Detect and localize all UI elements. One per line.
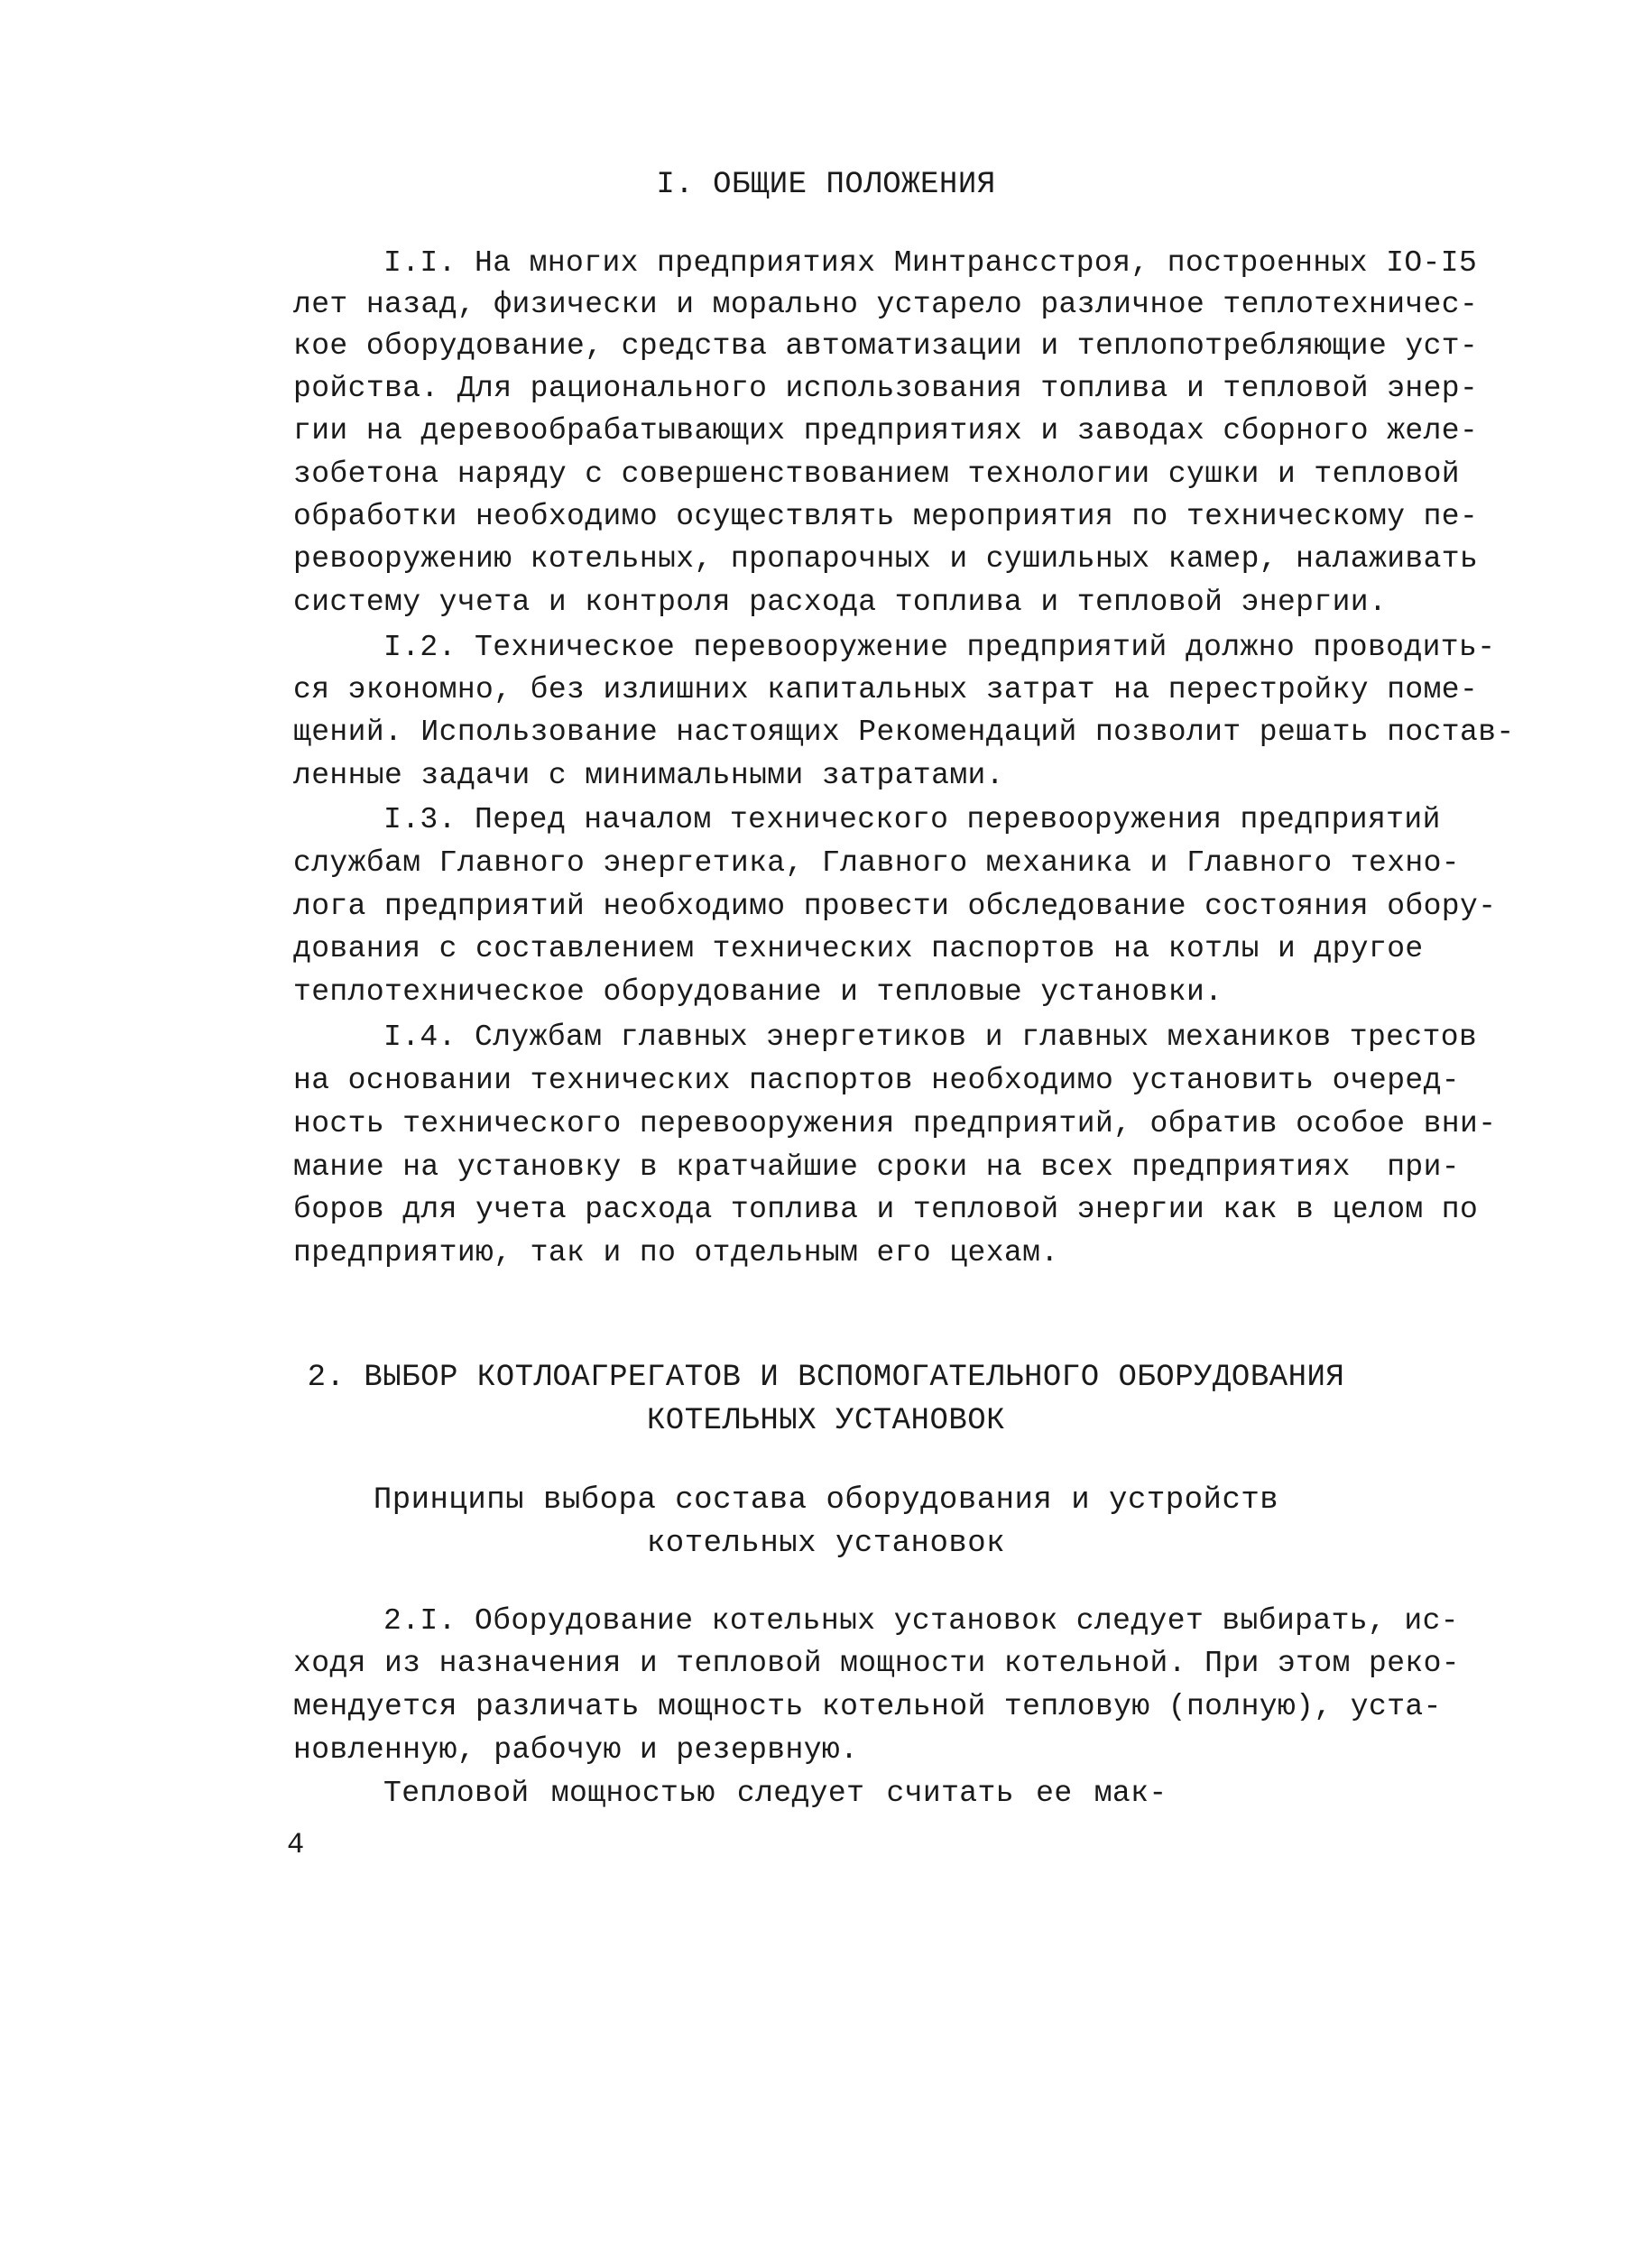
paragraph-line: ность технического перевооружения предприятий, обратив особое вни- xyxy=(293,1107,1497,1140)
paragraph-line: дования с составлением технических паспортов на котлы и другое xyxy=(293,932,1424,965)
section-2-title: 2. ВЫБОР КОТЛОАГРЕГАТОВ И ВСПОМОГАТЕЛЬНОГО ОБОРУДОВАНИЯ xyxy=(307,1361,1345,1395)
paragraph-line: зобетона наряду с совершенствованием технологии сушки и тепловой xyxy=(293,457,1461,491)
paragraph-line: мендуется различать мощность котельной тепловую (полную), уста- xyxy=(293,1690,1442,1723)
paragraph-line: службам Главного энергетика, Главного механика и Главного техно- xyxy=(293,846,1461,880)
paragraph-line: новленную, рабочую и резервную. xyxy=(293,1733,859,1767)
section-1-title: I. ОБЩИЕ ПОЛОЖЕНИЯ xyxy=(656,168,996,202)
section-2-subtitle-continued: котельных установок xyxy=(646,1527,1006,1561)
paragraph-line: ревооружению котельных, пропарочных и сушильных камер, налаживать xyxy=(293,542,1479,576)
paragraph-line: ройства. Для рационального использования топлива и тепловой энер- xyxy=(293,372,1479,405)
page-number: 4 xyxy=(287,1828,305,1861)
paragraph-line: Тепловой мощностью следует считать ее мак- xyxy=(383,1777,1167,1810)
paragraph-line: мание на установку в кратчайшие сроки на всех предприятиях при- xyxy=(293,1150,1461,1184)
paragraph-line: обработки необходимо осуществлять мероприятия по техническому пе- xyxy=(293,500,1479,533)
paragraph-line: предприятию, так и по отдельным его цехам. xyxy=(293,1236,1059,1270)
section-2-title-continued: КОТЕЛЬНЫХ УСТАНОВОК xyxy=(646,1404,1006,1438)
paragraph-line: ленные задачи с минимальными затратами. xyxy=(293,759,1004,792)
paragraph-line: I.I. На многих предприятиях Минтрансстроя, построенных IO-I5 xyxy=(383,246,1478,280)
paragraph-line: I.3. Перед началом технического перевооружения предприятий xyxy=(383,803,1441,836)
paragraph-line: ся экономно, без излишних капитальных затрат на перестройку поме- xyxy=(293,673,1479,706)
paragraph-line: гии на деревообрабатывающих предприятиях и заводах сборного желе- xyxy=(293,414,1479,448)
section-2-subtitle: Принципы выбора состава оборудования и устройств xyxy=(373,1483,1279,1518)
paragraph-line: щений. Использование настоящих Рекомендаций позволит решать постав- xyxy=(293,716,1515,749)
paragraph-line: I.2. Техническое перевооружение предприятий должно проводить- xyxy=(383,631,1496,664)
paragraph-line: 2.I. Оборудование котельных установок следует выбирать, ис- xyxy=(383,1604,1459,1638)
paragraph-line: систему учета и контроля расхода топлива и тепловой энергии. xyxy=(293,586,1388,619)
paragraph-line: I.4. Службам главных энергетиков и главных механиков трестов xyxy=(383,1020,1478,1054)
paragraph-line: лога предприятий необходимо провести обследование состояния обору- xyxy=(293,890,1497,923)
paragraph-line: теплотехническое оборудование и тепловые установки. xyxy=(293,975,1223,1009)
paragraph-line: на основании технических паспортов необходимо установить очеред- xyxy=(293,1064,1461,1097)
paragraph-line: ходя из назначения и тепловой мощности котельной. При этом реко- xyxy=(293,1647,1461,1680)
paragraph-line: боров для учета расхода топлива и тепловой энергии как в целом по xyxy=(293,1193,1479,1226)
paragraph-line: лет назад, физически и морально устарело различное теплотехничес- xyxy=(293,288,1479,321)
paragraph-line: кое оборудование, средства автоматизации и теплопотребляющие уст- xyxy=(293,329,1479,363)
